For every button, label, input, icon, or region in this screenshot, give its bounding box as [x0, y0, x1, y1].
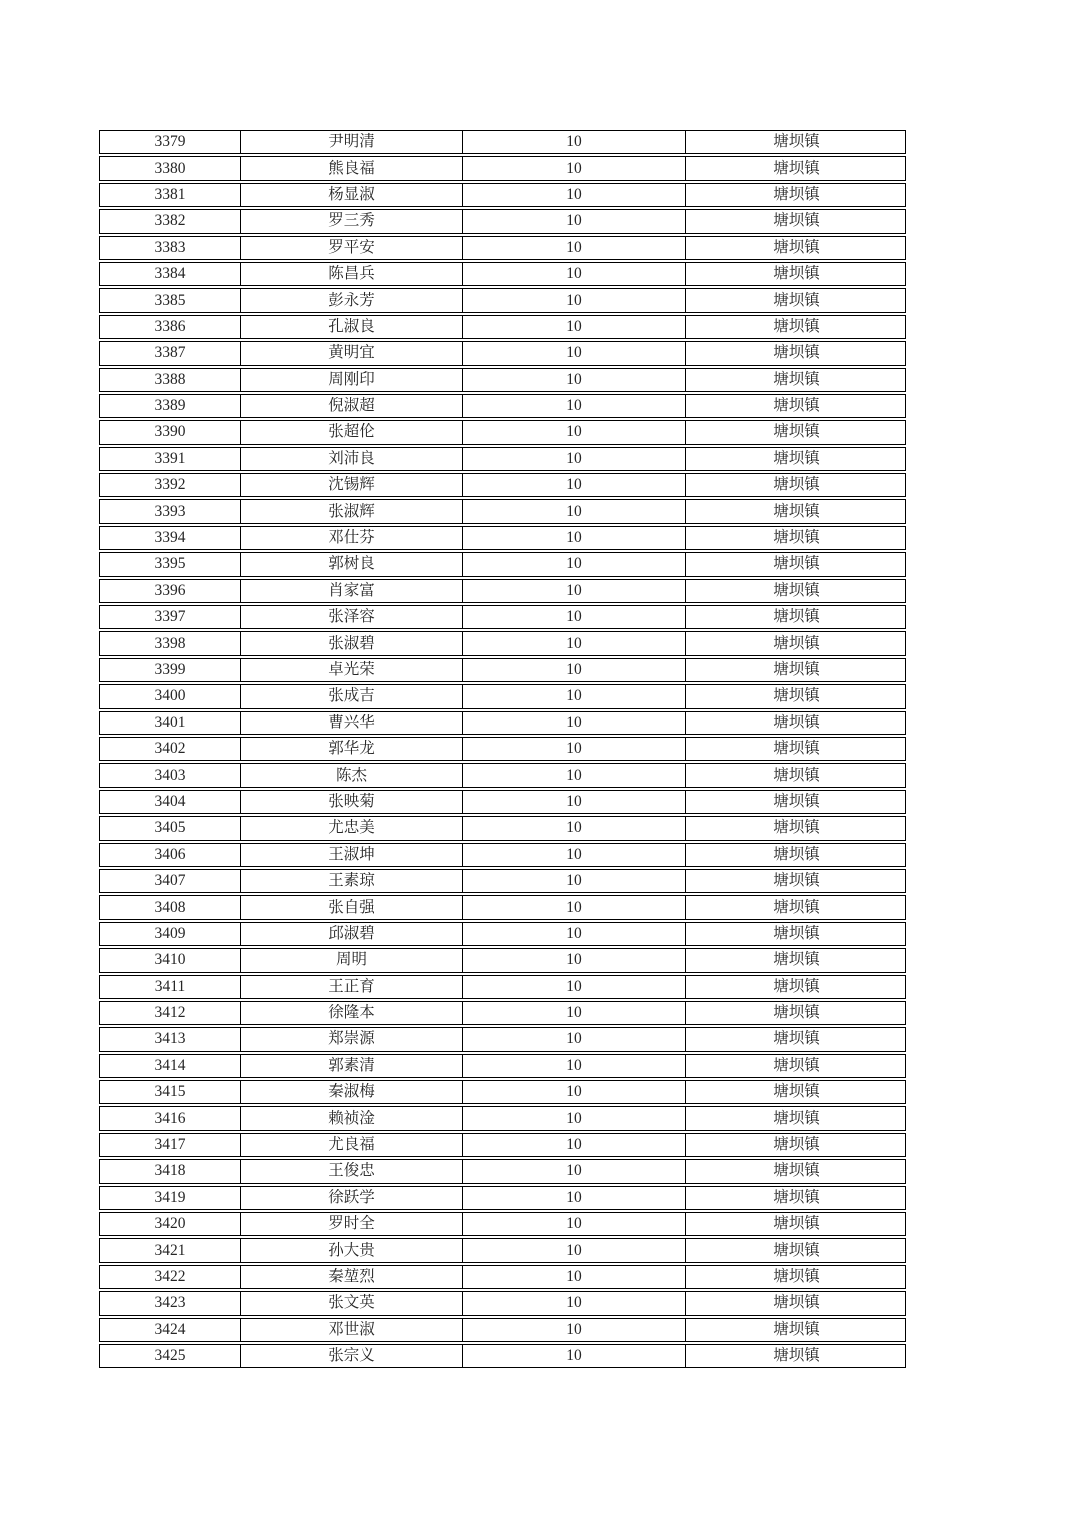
name-cell: 邱淑碧: [241, 923, 463, 945]
name-cell: 张泽容: [241, 606, 463, 628]
serial-cell: 3379: [100, 131, 241, 153]
name-cell: 陈杰: [241, 764, 463, 786]
serial-cell: 3412: [100, 1002, 241, 1024]
serial-cell: 3408: [100, 896, 241, 918]
town-cell: 塘坝镇: [773, 1162, 820, 1180]
value-cell: 10: [463, 500, 686, 522]
table-row: [99, 552, 906, 576]
name-cell: 秦淑梅: [241, 1081, 463, 1103]
value-cell: 10: [463, 1266, 686, 1288]
serial-cell: 3383: [100, 237, 241, 259]
town-cell: 塘坝镇: [773, 529, 820, 547]
name-cell: 孔淑良: [241, 316, 463, 338]
town-cell: 塘坝镇: [773, 898, 820, 916]
records-table: [99, 130, 906, 1370]
serial-cell: 3388: [100, 369, 241, 391]
table-row: [99, 1001, 906, 1025]
name-cell: 张自强: [241, 896, 463, 918]
town-cell: 塘坝镇: [773, 792, 820, 810]
table-row: [99, 816, 906, 840]
name-cell: 罗时全: [241, 1213, 463, 1235]
name-cell: 周明: [241, 949, 463, 971]
town-cell: 塘坝镇: [773, 185, 820, 203]
serial-cell: 3382: [100, 210, 241, 232]
town-cell: 塘坝镇: [773, 608, 820, 626]
value-cell: 10: [463, 791, 686, 813]
town-cell: 塘坝镇: [773, 1030, 820, 1048]
name-cell: 徐隆本: [241, 1002, 463, 1024]
value-cell: 10: [463, 263, 686, 285]
serial-cell: 3421: [100, 1239, 241, 1261]
table-row: [99, 499, 906, 523]
table-row: [99, 183, 906, 207]
value-cell: 10: [463, 131, 686, 153]
table-row: [99, 1106, 906, 1130]
serial-cell: 3422: [100, 1266, 241, 1288]
town-cell: 塘坝镇: [773, 845, 820, 863]
table-row: [99, 315, 906, 339]
table-row: [99, 526, 906, 550]
town-cell: 塘坝镇: [773, 687, 820, 705]
town-cell: 塘坝镇: [773, 159, 820, 177]
town-cell: 塘坝镇: [773, 212, 820, 230]
value-cell: 10: [463, 1028, 686, 1050]
serial-cell: 3423: [100, 1292, 241, 1314]
name-cell: 尤忠美: [241, 817, 463, 839]
town-cell: 塘坝镇: [773, 634, 820, 652]
value-cell: 10: [463, 289, 686, 311]
town-cell: 塘坝镇: [773, 819, 820, 837]
value-cell: 10: [463, 1292, 686, 1314]
serial-cell: 3389: [100, 395, 241, 417]
table-row: [99, 130, 906, 154]
name-cell: 刘沛良: [241, 448, 463, 470]
name-cell: 郑崇源: [241, 1028, 463, 1050]
value-cell: 10: [463, 1107, 686, 1129]
serial-cell: 3398: [100, 632, 241, 654]
town-cell: 塘坝镇: [773, 1320, 820, 1338]
table-row: [99, 341, 906, 365]
table-row: [99, 447, 906, 471]
town-cell: 塘坝镇: [773, 740, 820, 758]
name-cell: 尤良福: [241, 1134, 463, 1156]
table-row: [99, 1027, 906, 1051]
town-cell: 塘坝镇: [773, 924, 820, 942]
value-cell: 10: [463, 764, 686, 786]
name-cell: 罗三秀: [241, 210, 463, 232]
table-row: [99, 737, 906, 761]
table-row: [99, 1238, 906, 1262]
name-cell: 卓光荣: [241, 659, 463, 681]
name-cell: 沈锡辉: [241, 474, 463, 496]
name-cell: 郭树良: [241, 553, 463, 575]
town-cell: 塘坝镇: [773, 265, 820, 283]
table-row: [99, 473, 906, 497]
name-cell: 曹兴华: [241, 712, 463, 734]
table-row: [99, 895, 906, 919]
value-cell: 10: [463, 580, 686, 602]
table-row: [99, 631, 906, 655]
table-row: [99, 658, 906, 682]
town-cell: 塘坝镇: [773, 766, 820, 784]
name-cell: 张映菊: [241, 791, 463, 813]
value-cell: 10: [463, 1345, 686, 1367]
table-row: [99, 209, 906, 233]
table-row: [99, 975, 906, 999]
town-cell: 塘坝镇: [773, 238, 820, 256]
value-cell: 10: [463, 896, 686, 918]
value-cell: 10: [463, 184, 686, 206]
name-cell: 王淑坤: [241, 844, 463, 866]
serial-cell: 3420: [100, 1213, 241, 1235]
name-cell: 邓世淑: [241, 1319, 463, 1341]
value-cell: 10: [463, 421, 686, 443]
value-cell: 10: [463, 738, 686, 760]
table-row: [99, 1291, 906, 1315]
name-cell: 孙大贵: [241, 1239, 463, 1261]
name-cell: 倪淑超: [241, 395, 463, 417]
value-cell: 10: [463, 817, 686, 839]
serial-cell: 3411: [100, 976, 241, 998]
value-cell: 10: [463, 237, 686, 259]
value-cell: 10: [463, 1213, 686, 1235]
table-row: [99, 1133, 906, 1157]
serial-cell: 3410: [100, 949, 241, 971]
value-cell: 10: [463, 976, 686, 998]
value-cell: 10: [463, 844, 686, 866]
table-row: [99, 922, 906, 946]
serial-cell: 3400: [100, 685, 241, 707]
name-cell: 黄明宜: [241, 342, 463, 364]
name-cell: 张宗义: [241, 1345, 463, 1367]
name-cell: 张成吉: [241, 685, 463, 707]
serial-cell: 3416: [100, 1107, 241, 1129]
table-row: [99, 1344, 906, 1368]
name-cell: 彭永芳: [241, 289, 463, 311]
town-cell: 塘坝镇: [773, 1215, 820, 1233]
name-cell: 王素琼: [241, 870, 463, 892]
name-cell: 陈昌兵: [241, 263, 463, 285]
serial-cell: 3417: [100, 1134, 241, 1156]
serial-cell: 3386: [100, 316, 241, 338]
name-cell: 王正育: [241, 976, 463, 998]
table-row: [99, 420, 906, 444]
town-cell: 塘坝镇: [773, 449, 820, 467]
table-row: [99, 262, 906, 286]
name-cell: 杨显淑: [241, 184, 463, 206]
name-cell: 张文英: [241, 1292, 463, 1314]
serial-cell: 3387: [100, 342, 241, 364]
town-cell: 塘坝镇: [773, 977, 820, 995]
serial-cell: 3397: [100, 606, 241, 628]
town-cell: 塘坝镇: [773, 291, 820, 309]
name-cell: 罗平安: [241, 237, 463, 259]
town-cell: 塘坝镇: [773, 133, 820, 151]
name-cell: 郭素清: [241, 1055, 463, 1077]
value-cell: 10: [463, 870, 686, 892]
value-cell: 10: [463, 1160, 686, 1182]
town-cell: 塘坝镇: [773, 1056, 820, 1074]
name-cell: 郭华龙: [241, 738, 463, 760]
serial-cell: 3413: [100, 1028, 241, 1050]
town-cell: 塘坝镇: [773, 1004, 820, 1022]
name-cell: 徐跃学: [241, 1187, 463, 1209]
table-row: [99, 288, 906, 312]
value-cell: 10: [463, 712, 686, 734]
value-cell: 10: [463, 685, 686, 707]
town-cell: 塘坝镇: [773, 423, 820, 441]
name-cell: 邓仕芬: [241, 527, 463, 549]
serial-cell: 3394: [100, 527, 241, 549]
table-row: [99, 790, 906, 814]
town-cell: 塘坝镇: [773, 661, 820, 678]
town-cell: 塘坝镇: [773, 1083, 820, 1101]
table-row: [99, 1054, 906, 1078]
value-cell: 10: [463, 1055, 686, 1077]
serial-cell: 3403: [100, 764, 241, 786]
serial-cell: 3401: [100, 712, 241, 734]
table-row: [99, 1159, 906, 1183]
town-cell: 塘坝镇: [773, 1136, 820, 1154]
value-cell: 10: [463, 606, 686, 628]
town-cell: 塘坝镇: [773, 581, 820, 599]
value-cell: 10: [463, 342, 686, 364]
town-cell: 塘坝镇: [773, 1109, 820, 1127]
name-cell: 张淑碧: [241, 632, 463, 654]
name-cell: 秦堃烈: [241, 1266, 463, 1288]
serial-cell: 3404: [100, 791, 241, 813]
table-row: [99, 1080, 906, 1104]
value-cell: 10: [463, 1134, 686, 1156]
town-cell: 塘坝镇: [773, 370, 820, 388]
table-row: [99, 579, 906, 603]
value-cell: 10: [463, 923, 686, 945]
serial-cell: 3380: [100, 157, 241, 179]
name-cell: 张淑辉: [241, 500, 463, 522]
serial-cell: 3405: [100, 817, 241, 839]
table-row: [99, 156, 906, 180]
table-row: [99, 1265, 906, 1289]
table-row: [99, 843, 906, 867]
town-cell: 塘坝镇: [773, 1241, 820, 1259]
serial-cell: 3391: [100, 448, 241, 470]
table-row: [99, 763, 906, 787]
table-row: [99, 394, 906, 418]
table-row: [99, 1318, 906, 1342]
table-row: [99, 684, 906, 708]
table-row: [99, 1212, 906, 1236]
value-cell: 10: [463, 448, 686, 470]
table-row: [99, 1186, 906, 1210]
value-cell: 10: [463, 949, 686, 971]
value-cell: 10: [463, 527, 686, 549]
value-cell: 10: [463, 632, 686, 654]
table-row: [99, 711, 906, 735]
serial-cell: 3396: [100, 580, 241, 602]
town-cell: 塘坝镇: [773, 317, 820, 335]
town-cell: 塘坝镇: [773, 713, 820, 731]
serial-cell: 3425: [100, 1345, 241, 1367]
serial-cell: 3409: [100, 923, 241, 945]
town-cell: 塘坝镇: [773, 502, 820, 520]
town-cell: 塘坝镇: [773, 951, 820, 969]
value-cell: 10: [463, 369, 686, 391]
town-cell: 塘坝镇: [773, 1267, 820, 1285]
town-cell: 塘坝镇: [773, 476, 820, 494]
serial-cell: 3415: [100, 1081, 241, 1103]
serial-cell: 3407: [100, 870, 241, 892]
name-cell: 赖祯淦: [241, 1107, 463, 1129]
town-cell: 塘坝镇: [773, 1347, 820, 1365]
value-cell: 10: [463, 316, 686, 338]
name-cell: 周刚印: [241, 369, 463, 391]
town-cell: 塘坝镇: [773, 872, 820, 890]
value-cell: 10: [463, 157, 686, 179]
name-cell: 尹明清: [241, 131, 463, 153]
value-cell: 10: [463, 659, 686, 681]
serial-cell: 3406: [100, 844, 241, 866]
serial-cell: 3424: [100, 1319, 241, 1341]
value-cell: 10: [463, 553, 686, 575]
value-cell: 10: [463, 395, 686, 417]
serial-cell: 3395: [100, 553, 241, 575]
town-cell: 塘坝镇: [773, 397, 820, 415]
table-row: [99, 948, 906, 972]
name-cell: 王俊忠: [241, 1160, 463, 1182]
serial-cell: 3384: [100, 263, 241, 285]
serial-cell: 3418: [100, 1160, 241, 1182]
name-cell: 熊良福: [241, 157, 463, 179]
serial-cell: 3392: [100, 474, 241, 496]
town-cell: 塘坝镇: [773, 1294, 820, 1312]
serial-cell: 3402: [100, 738, 241, 760]
serial-cell: 3385: [100, 289, 241, 311]
serial-cell: 3399: [100, 659, 241, 681]
serial-cell: 3381: [100, 184, 241, 206]
value-cell: 10: [463, 1187, 686, 1209]
value-cell: 10: [463, 1319, 686, 1341]
serial-cell: 3393: [100, 500, 241, 522]
value-cell: 10: [463, 1239, 686, 1261]
town-cell: 塘坝镇: [773, 555, 820, 573]
value-cell: 10: [463, 1002, 686, 1024]
town-cell: 塘坝镇: [773, 344, 820, 362]
value-cell: 10: [463, 210, 686, 232]
name-cell: 张超伦: [241, 421, 463, 443]
serial-cell: 3419: [100, 1187, 241, 1209]
town-cell: 塘坝镇: [773, 1188, 820, 1206]
value-cell: 10: [463, 1081, 686, 1103]
serial-cell: 3390: [100, 421, 241, 443]
table-row: [99, 236, 906, 260]
table-row: [99, 869, 906, 893]
name-cell: 肖家富: [241, 580, 463, 602]
table-row: [99, 368, 906, 392]
table-row: [99, 605, 906, 629]
value-cell: 10: [463, 474, 686, 496]
serial-cell: 3414: [100, 1055, 241, 1077]
